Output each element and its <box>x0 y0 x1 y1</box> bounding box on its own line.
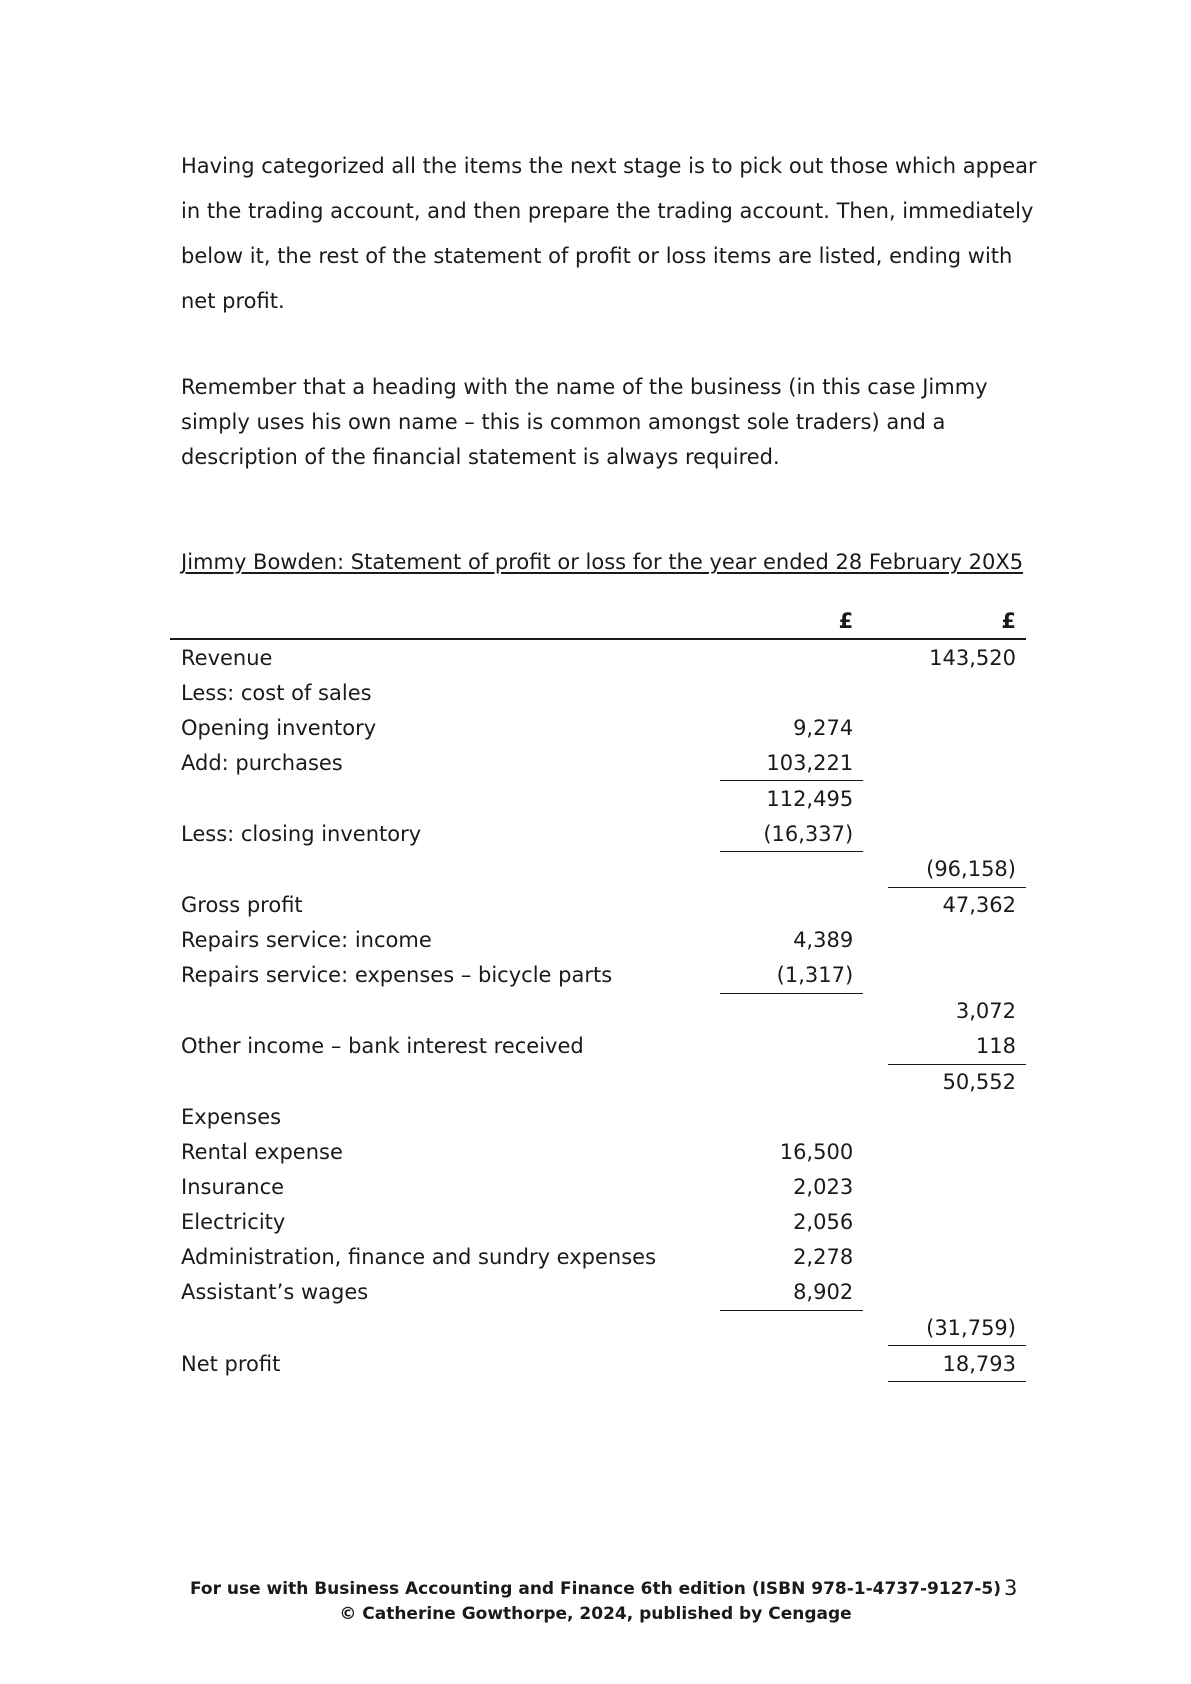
table-row <box>170 1064 1026 1100</box>
row-label <box>170 993 720 1029</box>
table-row <box>170 1205 1026 1240</box>
row-label: Revenue <box>181 645 273 670</box>
row-label: Insurance <box>181 1175 285 1199</box>
table-row <box>170 675 1026 710</box>
row-amount-b <box>888 816 1026 852</box>
row-amount-a <box>720 852 863 888</box>
table-row <box>170 1346 1026 1382</box>
row-amount-b: (96,158) <box>888 852 1026 888</box>
profit-loss-table <box>170 603 1026 1382</box>
row-amount-a: 9,274 <box>793 715 854 740</box>
row-label: Expenses <box>181 1105 282 1129</box>
table-row <box>170 1135 1026 1170</box>
table-row <box>170 639 1026 675</box>
row-amount-b: (31,759) <box>888 1310 1026 1346</box>
row-amount-a: 2,278 <box>793 1245 854 1269</box>
row-label <box>170 1064 720 1100</box>
row-label: Repairs service: expenses – bicycle parts <box>181 963 613 988</box>
header-label-cell <box>170 603 720 639</box>
row-amount-b: 47,362 <box>942 893 1016 917</box>
row-amount-a: (1,317) <box>720 958 863 994</box>
row-label: Electricity <box>181 1210 286 1234</box>
table-row <box>170 710 1026 745</box>
row-amount-b <box>888 1240 1026 1275</box>
row-amount-b: 118 <box>888 1029 1026 1065</box>
table-row <box>170 1029 1026 1065</box>
table-row <box>170 1275 1026 1311</box>
statement-title: Jimmy Bowden: Statement of profit or loss for the year ended 28 February 20X5 <box>181 550 1024 574</box>
row-label: Repairs service: income <box>181 928 432 952</box>
table-row <box>170 1170 1026 1205</box>
row-amount-b <box>888 923 1026 958</box>
row-label: Less: cost of sales <box>181 680 372 705</box>
row-amount-a: 16,500 <box>779 1140 854 1164</box>
row-amount-b: 3,072 <box>955 998 1016 1023</box>
row-amount-a: 2,023 <box>793 1175 854 1199</box>
row-label: Assistant’s wages <box>181 1280 369 1305</box>
row-amount-a: 112,495 <box>766 786 854 811</box>
row-label <box>170 1310 720 1346</box>
footer-edition-line: For use with Business Accounting and Finance 6th edition (ISBN 978-1-4737-9127-5) <box>189 1579 1002 1599</box>
row-amount-a <box>720 1346 863 1382</box>
row-amount-a <box>720 1064 863 1100</box>
row-label: Rental expense <box>181 1140 343 1164</box>
page-number: 3 <box>1004 1576 1018 1600</box>
row-amount-b <box>888 675 1026 710</box>
row-amount-a <box>720 1029 863 1065</box>
row-label: Administration, finance and sundry expenses <box>181 1245 657 1269</box>
row-amount-a <box>720 1100 863 1135</box>
row-amount-b <box>888 1275 1026 1311</box>
row-amount-a: 4,389 <box>793 928 854 952</box>
row-amount-a <box>720 639 863 675</box>
row-label: Net profit <box>181 1351 281 1376</box>
row-label <box>170 781 720 817</box>
row-amount-a <box>720 675 863 710</box>
row-label: Gross profit <box>181 892 303 917</box>
row-amount-a: 103,221 <box>720 745 863 781</box>
table-row <box>170 1240 1026 1275</box>
row-amount-b: 143,520 <box>929 645 1016 670</box>
row-label: Other income – bank interest received <box>181 1034 584 1059</box>
row-label: Add: purchases <box>181 750 343 775</box>
row-amount-b <box>888 958 1026 994</box>
row-amount-b: 50,552 <box>942 1070 1016 1094</box>
row-amount-a <box>720 887 863 923</box>
intro-paragraph: Having categorized all the items the next stage is to pick out those which appear in the trading account, and then prepare the trading account. Then, immediately below it, the rest of the statement of profit or loss items are listed, ending with net profit. <box>181 154 1037 313</box>
table-row <box>170 816 1026 852</box>
column-a-header: £ <box>720 603 863 639</box>
row-amount-a <box>720 1310 863 1346</box>
row-label <box>170 852 720 888</box>
row-amount-a: 2,056 <box>793 1210 854 1234</box>
row-amount-a: (16,337) <box>720 816 863 852</box>
row-amount-b: 18,793 <box>888 1346 1026 1382</box>
row-amount-a <box>720 993 863 1029</box>
table-row <box>170 958 1026 994</box>
row-label: Opening inventory <box>181 715 377 740</box>
table-row <box>170 887 1026 923</box>
row-amount-b <box>888 781 1026 817</box>
table-row <box>170 781 1026 817</box>
column-b-header: £ <box>888 603 1026 639</box>
table-body <box>170 639 1026 1382</box>
table-header-row <box>170 603 1026 639</box>
row-amount-b <box>888 1100 1026 1135</box>
table-row <box>170 993 1026 1029</box>
row-amount-b <box>888 710 1026 745</box>
row-amount-b <box>888 1170 1026 1205</box>
table-row <box>170 1100 1026 1135</box>
heading-note-paragraph: Remember that a heading with the name of the business (in this case Jimmy simply uses his own name – this is common amongst sole traders) and a description of the financial statement is always required. <box>181 375 988 469</box>
row-amount-b <box>888 1205 1026 1240</box>
table-row <box>170 852 1026 888</box>
table-row <box>170 745 1026 781</box>
row-label: Less: closing inventory <box>181 821 422 846</box>
table-row <box>170 1310 1026 1346</box>
footer-copyright-line: © Catherine Gowthorpe, 2024, published by Cengage <box>339 1604 852 1624</box>
table-row <box>170 923 1026 958</box>
row-amount-b <box>888 745 1026 781</box>
row-amount-a: 8,902 <box>720 1275 863 1311</box>
row-amount-b <box>888 1135 1026 1170</box>
